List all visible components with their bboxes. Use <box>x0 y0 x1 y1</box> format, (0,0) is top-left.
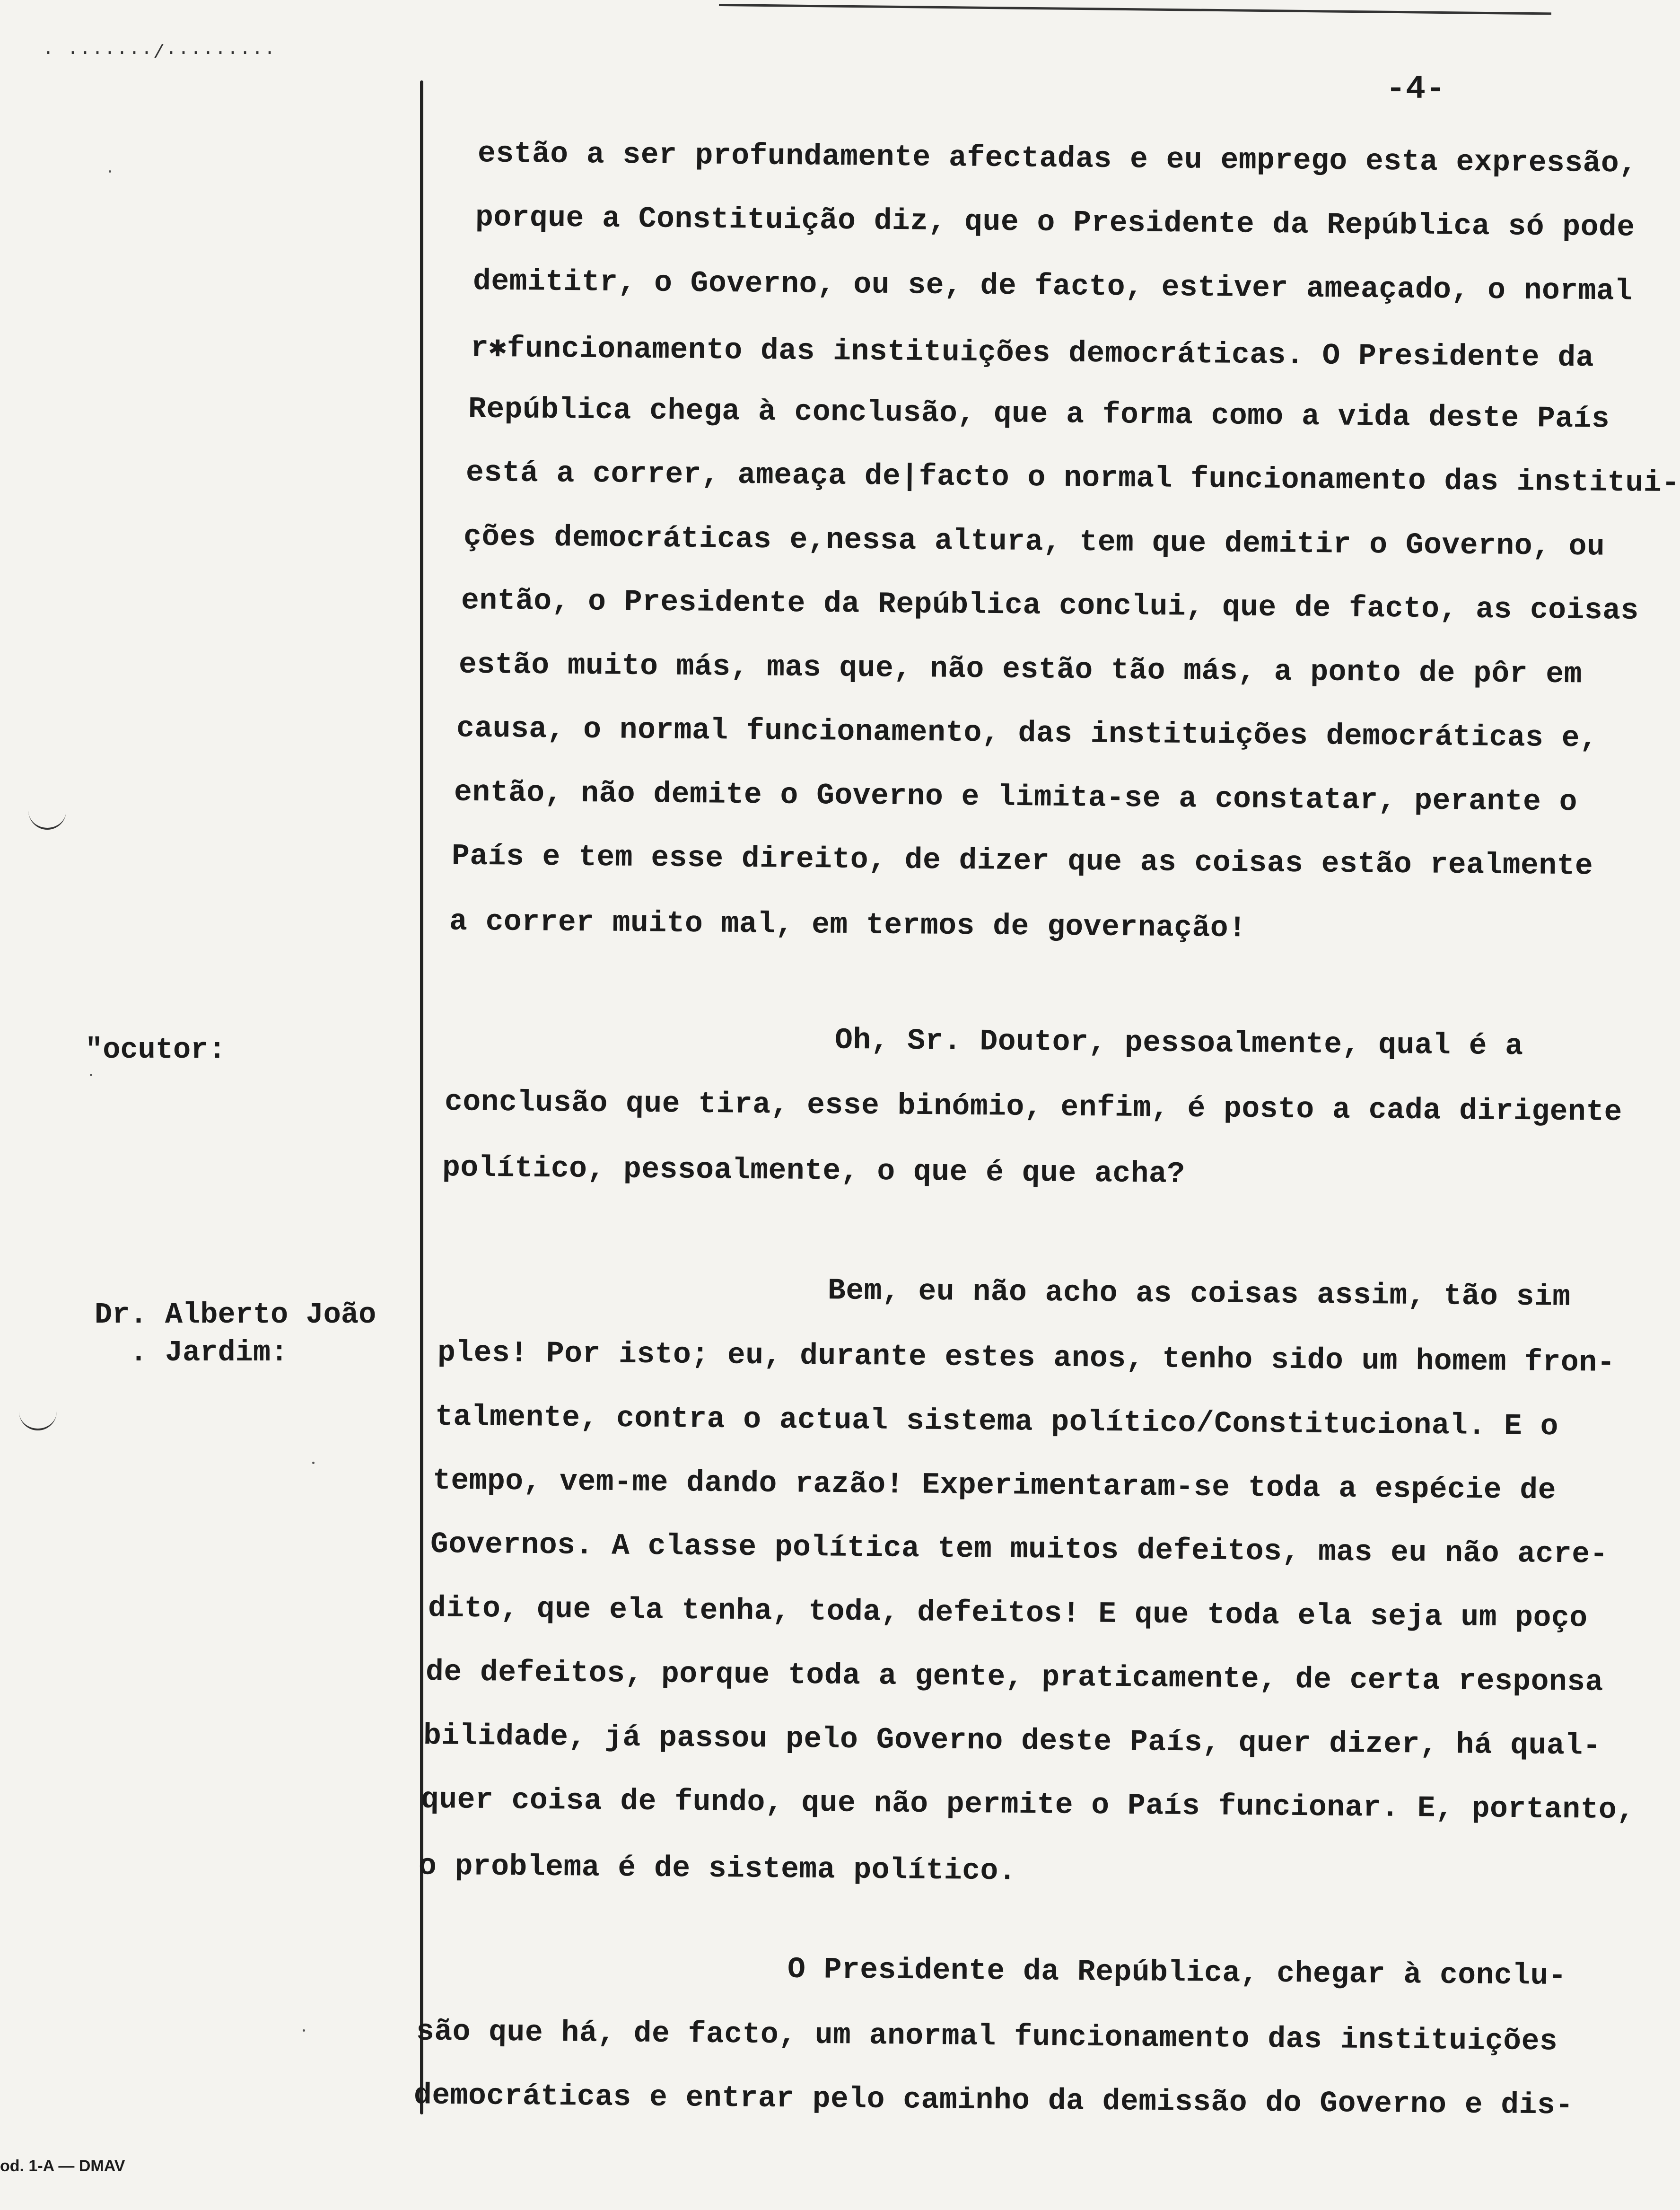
text-line: r✱funcionamento das instituições democráticas. O Presidente da <box>470 331 1594 375</box>
text-line: Bem, eu não acho as coisas assim, tão sim <box>827 1274 1571 1314</box>
text-line: ções democráticas e,nessa altura, tem que demitir o Governo, ou <box>463 520 1605 564</box>
scan-speck <box>303 2029 305 2032</box>
text-line: O Presidente da República, chegar à conclu- <box>787 1952 1567 1993</box>
text-line: estão muito más, mas que, não estão tão más, a ponto de pôr em <box>458 648 1583 692</box>
text-line: Oh, Sr. Doutor, pessoalmente, qual é a <box>834 1023 1523 1063</box>
text-line: País e tem esse direito, de dizer que as coisas estão realmente <box>451 839 1593 883</box>
margin-bracket-mark <box>19 1400 57 1430</box>
text-line: então, não demite o Governo e limita-se a constatar, perante o <box>454 775 1578 819</box>
text-line: ples! Por isto; eu, durante estes anos, tenho sido um homem fron- <box>437 1336 1616 1380</box>
scan-speck <box>312 1462 315 1464</box>
text-line: estão a ser profundamente afectadas e eu emprego esta expressão, <box>477 137 1637 181</box>
text-line: democráticas e entrar pelo caminho da demissão do Governo e dis- <box>413 2078 1574 2122</box>
text-line: a correr muito mal, em termos de governação! <box>449 904 1247 946</box>
text-line: conclusão que tira, esse binómio, enfim, é posto a cada dirigente <box>444 1085 1623 1129</box>
text-line: político, pessoalmente, o que é que acha? <box>442 1151 1185 1191</box>
text-line: causa, o normal funcionamento, das instituições democráticas e, <box>456 711 1598 755</box>
text-line: Governos. A classe política tem muitos defeitos, mas eu não acre- <box>430 1527 1609 1571</box>
footer-form-code: od. 1-A — DMAV <box>0 2157 125 2175</box>
text-line: de defeitos, porque toda a gente, praticamente, de certa responsa <box>425 1655 1604 1699</box>
scan-speck <box>109 170 111 173</box>
speaker-label-guest: Dr. Alberto João . Jardim: <box>95 1298 376 1369</box>
text-line: o problema é de sistema político. <box>418 1849 1017 1888</box>
text-line: demititr, o Governo, ou se, de facto, estiver ameaçado, o normal <box>472 264 1633 308</box>
text-line: dito, que ela tenha, toda, defeitos! E que toda ela seja um poço <box>428 1591 1588 1635</box>
text-line: está a correr, ameaça de|facto o normal funcionamento das institui- <box>465 456 1680 500</box>
speaker-label-locutor: "ocutor: <box>85 1033 226 1067</box>
top-rule <box>719 4 1551 15</box>
margin-bracket-mark <box>28 799 66 830</box>
page-number: -4- <box>1386 71 1446 108</box>
text-line: bilidade, já passou pelo Governo deste País, quer dizer, há qual- <box>423 1719 1601 1763</box>
text-line: tempo, vem-me dando razão! Experimentaram-se toda a espécie de <box>432 1464 1557 1508</box>
text-line: então, o Presidente da República conclui, que de facto, as coisas <box>461 584 1639 628</box>
scan-speck <box>90 1074 92 1076</box>
text-line: quer coisa de fundo, que não permite o País funcionar. E, portanto, <box>420 1782 1635 1827</box>
text-line: República chega à conclusão, que a forma como a vida deste País <box>468 392 1610 436</box>
text-line: talmente, contra o actual sistema político/Constitucional. E o <box>435 1400 1559 1444</box>
text-line: são que há, de facto, um anormal funcionamento das instituições <box>416 2015 1558 2059</box>
text-line: porque a Constituição diz, que o Presidente da República só pode <box>475 201 1635 245</box>
top-left-mark: · ·······/········· <box>43 43 277 64</box>
